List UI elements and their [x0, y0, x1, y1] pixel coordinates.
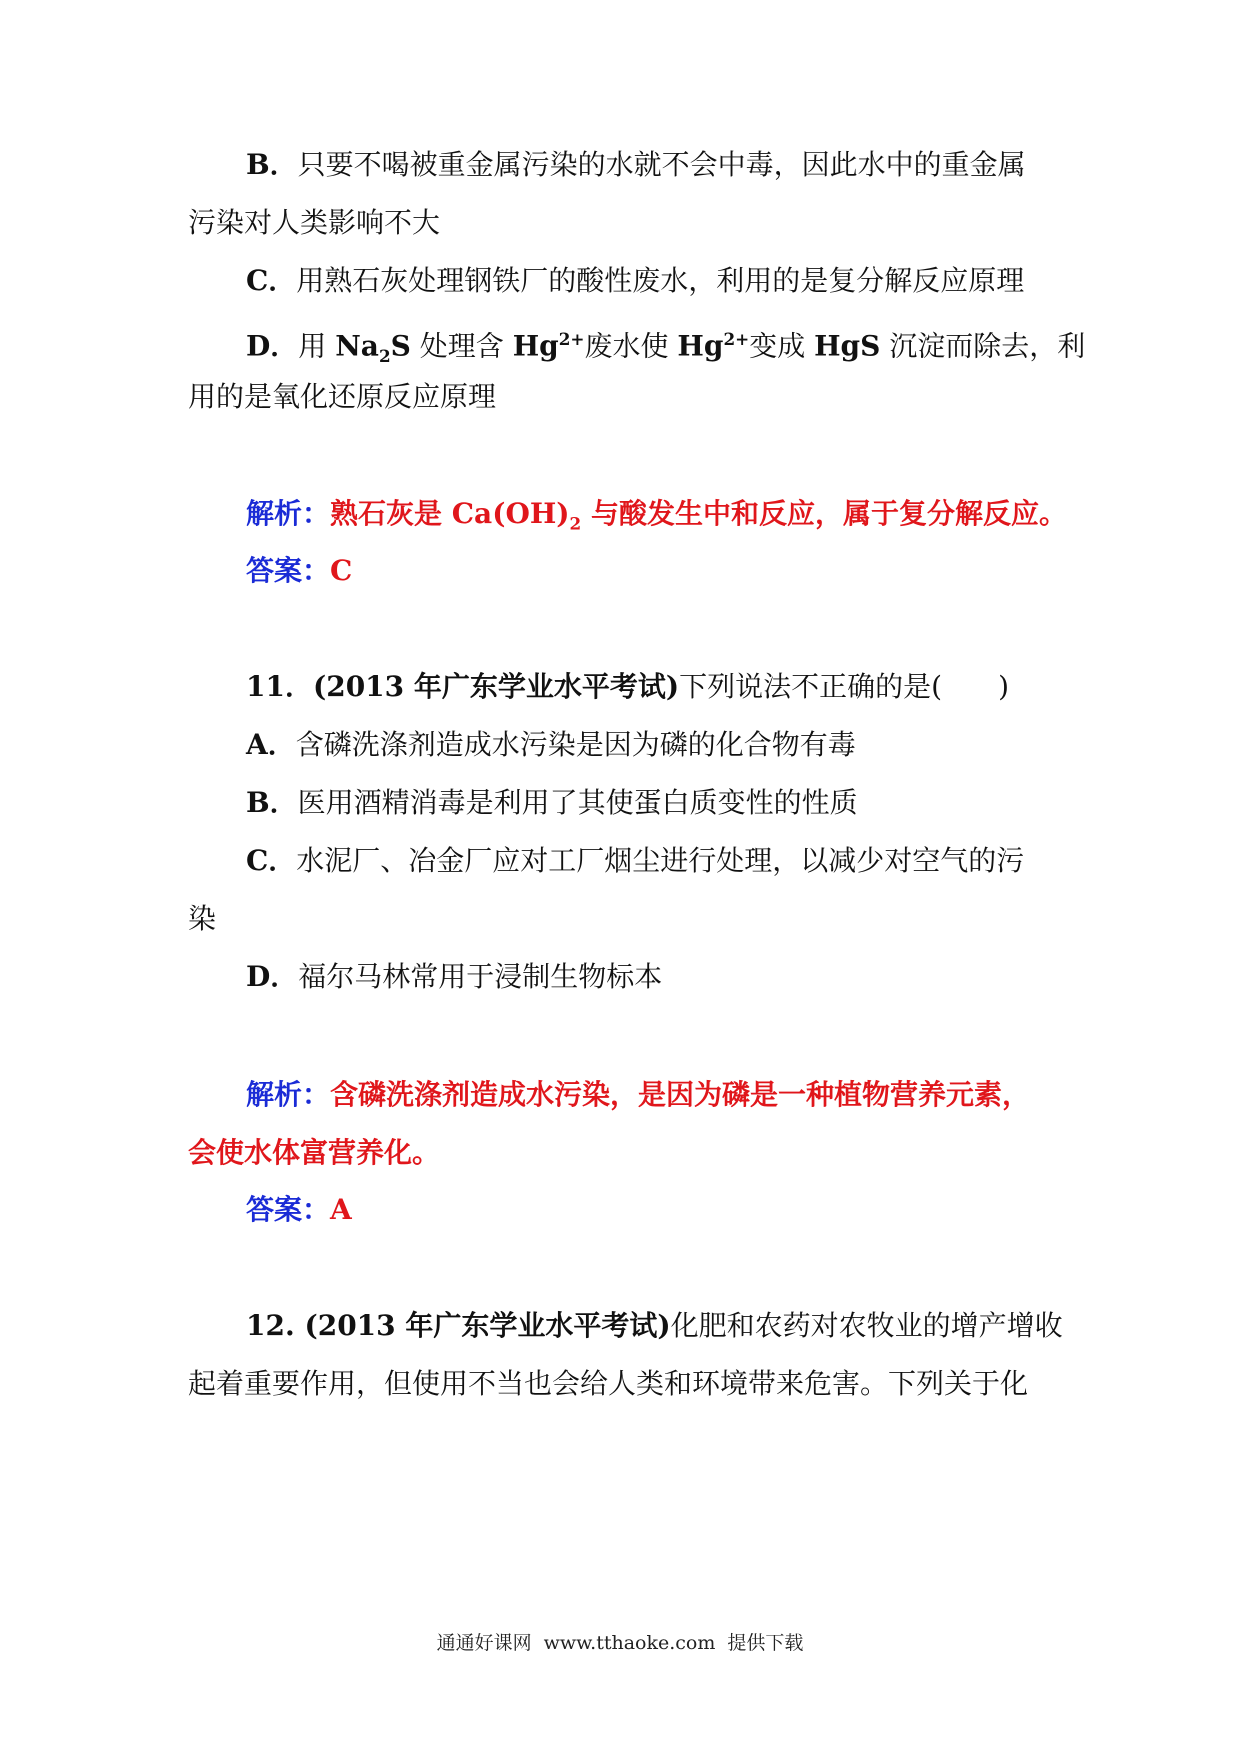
analysis-label: 解析：: [246, 497, 331, 530]
option-prefix: A．: [246, 728, 296, 761]
text-fragment: 用: [298, 329, 336, 363]
q11-answer: [246, 1190, 1116, 1230]
formula-na: Na: [335, 329, 379, 363]
analysis-text: 与酸发生中和反应，属于复分解反应。: [581, 497, 1067, 530]
page-footer: [0, 1628, 1240, 1655]
option-text: 含磷洗涤剂造成水污染是因为磷的化合物有毒: [295, 728, 856, 761]
formula-hg: Hg: [677, 329, 724, 363]
q10-option-d-line1: [246, 319, 1116, 376]
formula-subscript: 2: [378, 345, 391, 366]
footer-suffix: 提供下载: [727, 1632, 804, 1654]
q12-stem-line1: [246, 1306, 1116, 1346]
q11-option-d: [246, 957, 1116, 997]
text-fragment: 变成: [749, 329, 815, 363]
q11-option-a: [246, 725, 1116, 765]
option-prefix: B．: [246, 786, 298, 819]
option-text: 用熟石灰处理钢铁厂的酸性废水，利用的是复分解反应原理: [296, 264, 1025, 297]
option-prefix: D．: [246, 960, 299, 993]
formula-superscript: 2+: [723, 329, 750, 349]
option-prefix: D．: [246, 329, 299, 363]
q10-analysis: [246, 494, 1116, 544]
question-source: (2013 年广东学业水平考试): [312, 670, 680, 703]
formula-superscript: 2+: [558, 329, 585, 349]
footer-url: www.tthaoke.com: [543, 1632, 716, 1654]
question-source: (2013 年广东学业水平考试): [294, 1309, 671, 1342]
option-prefix: C．: [246, 264, 297, 297]
formula-hgs: HgS: [814, 329, 881, 363]
question-text: 化肥和农药对农牧业的增产增收: [670, 1309, 1063, 1342]
answer-label: 答案：: [246, 1193, 331, 1226]
option-text: 医用酒精消毒是利用了其使蛋白质变性的性质: [297, 786, 858, 819]
question-number: 12.: [246, 1309, 295, 1342]
formula-s: S: [390, 329, 411, 363]
analysis-text: 含磷洗涤剂造成水污染，是因为磷是一种植物营养元素，: [330, 1078, 1031, 1111]
formula-hg: Hg: [512, 329, 559, 363]
option-text: 福尔马林常用于浸制生物标本: [298, 960, 663, 993]
q11-analysis-line1: [246, 1075, 1116, 1115]
option-text: 水泥厂、冶金厂应对工厂烟尘进行处理，以减少对空气的污: [296, 844, 1025, 877]
formula-caoh: Ca(OH): [451, 497, 570, 530]
formula-subscript: 2: [569, 513, 582, 534]
q11-stem: [246, 667, 1116, 707]
q10-option-d-line2: 用的是氧化还原反应原理: [188, 380, 497, 413]
analysis-text: 熟石灰是: [330, 497, 452, 530]
question-number: 11．: [246, 670, 313, 703]
q11-option-c-line1: [246, 841, 1116, 881]
analysis-label: 解析：: [246, 1078, 331, 1111]
q10-option-c: [246, 261, 1116, 301]
q11-analysis-line2: 会使水体富营养化。: [188, 1136, 441, 1169]
answer-label: 答案：: [246, 554, 331, 587]
text-fragment: 废水使: [584, 329, 678, 363]
q10-option-b-line1: [246, 145, 1116, 185]
q10-answer: [246, 551, 1116, 591]
q12-stem-line2: 起着重要作用，但使用不当也会给人类和环境带来危害。下列关于化: [188, 1367, 1029, 1400]
q11-option-c-line2: 染: [188, 902, 217, 935]
footer-site-name: 通通好课网: [436, 1632, 532, 1654]
text-fragment: 沉淀而除去，利: [880, 329, 1086, 363]
question-text: 下列说法不正确的是( ): [679, 670, 1010, 703]
answer-value: C: [330, 554, 353, 587]
answer-value: A: [330, 1193, 352, 1226]
q11-option-b: [246, 783, 1116, 823]
option-prefix: B．: [246, 148, 298, 181]
option-prefix: C．: [246, 844, 297, 877]
option-text: 只要不喝被重金属污染的水就不会中毒，因此水中的重金属: [297, 148, 1026, 181]
q10-option-b-line2: 污染对人类影响不大: [188, 206, 441, 239]
text-fragment: 处理含: [410, 329, 513, 363]
